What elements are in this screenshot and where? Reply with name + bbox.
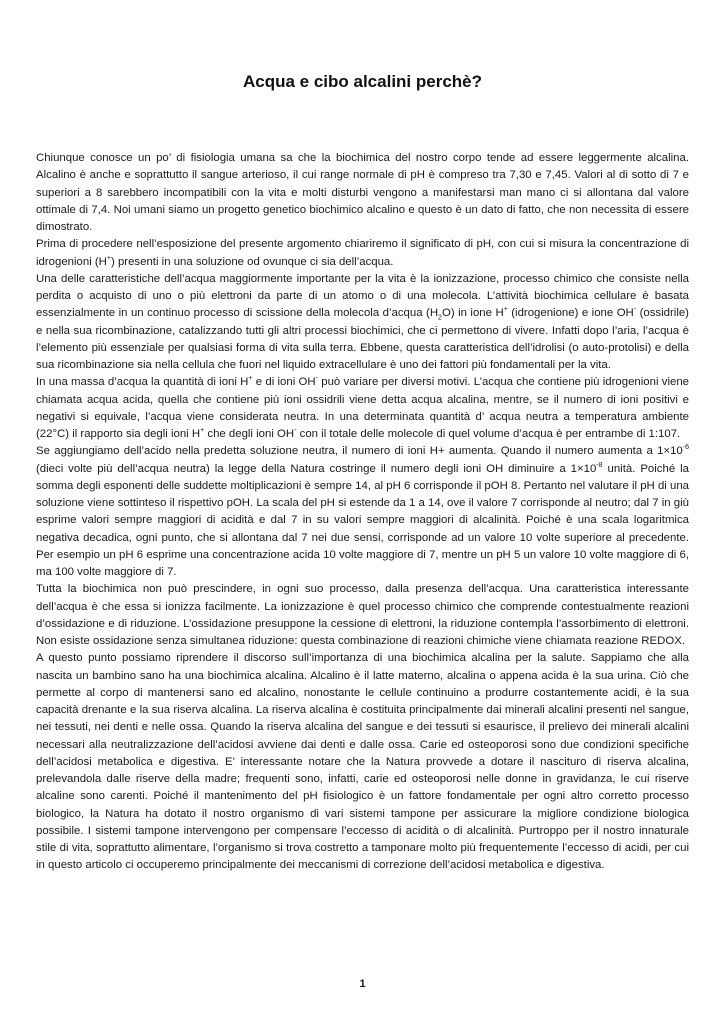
text-run: con il totale delle molecole di quel volume d’acqua è per entrambe di 1:107. xyxy=(296,428,681,440)
superscript: + xyxy=(248,375,253,383)
text-run: Se aggiungiamo dell’acido nella predetta soluzione neutra, il numero di ioni H+ aumenta. Quando il numero aumenta a 1×10 xyxy=(36,445,683,458)
superscript: - xyxy=(633,306,637,314)
superscript: - xyxy=(294,427,297,435)
text-run: (dieci volte più dell’acqua neutra) la legge della Natura costringe il numero degli ioni OH diminuire a 1×10 xyxy=(36,462,597,475)
subscript: 2 xyxy=(438,314,442,322)
superscript: - xyxy=(315,375,318,383)
superscript: + xyxy=(106,254,112,262)
paragraph xyxy=(36,581,689,650)
text-run: In una massa d’acqua la quantità di ioni H xyxy=(36,376,249,389)
page-number: 1 xyxy=(359,978,366,990)
text-run: O) in ione H xyxy=(441,307,504,320)
page-title: Acqua e cibo alcalini perchè? xyxy=(242,72,483,91)
text-run: e di ioni OH xyxy=(252,376,316,389)
superscript: + xyxy=(503,306,508,314)
text-run: Una delle caratteristiche dell’acqua maggiormente importante per la vita è la ionizzazione, processo chimico che consiste nella perdita o acquisto di uno o più elettroni da parte di un atomo o di una molecola. L’attività biochimica cellulare è basata essenzialmente in un continuo processo di scissione della molecola d’acqua (H xyxy=(36,272,689,320)
paragraph xyxy=(36,150,689,236)
article-body xyxy=(36,150,689,875)
superscript: + xyxy=(200,427,205,435)
paragraph xyxy=(36,374,689,443)
text-run: (ossidrile) e nella sua ricombinazione, catalizzando tutti gli altri processi biochimici, che ci permettono di vivere. Infatti dopo l’aria, l’acqua è l’elemento più essenziale per qualsiasi forma di vita sulla terra. Ebbene, questa caratteristica dell’idrolisi (o auto-protolisi) e della sua ricombinazione sia nella cellula che fuori nel liquido extracellulare è uno dei fattori più fondamentali per la vita. xyxy=(36,307,689,371)
paragraph xyxy=(36,236,689,271)
superscript: -6 xyxy=(682,444,689,452)
text-run: ) presenti in una soluzione od ovunque ci sia dell’acqua. xyxy=(111,255,394,268)
text-run: unità. Poiché la somma degli esponenti delle suddette moltiplicazioni è sempre 14, al pH 6 corrisponde il pOH 8. Pertanto nel valutare il pH di una soluzione viene sottinteso il rispettivo pOH. La scala del pH si estende da 1 a 14, ove il valore 7 corrisponde al neutro; dal 7 in giù esprime valori sempre maggiori di acidità e dal 7 in su valori sempre maggiori di alcalinità. Poiché è una scala logaritmica negativa decadica, ogni punto, che si allontana dal 7 nei due sensi, corrisponde ad un valore 10 volte superiore al precedente. Per esempio un pH 6 esprime una concentrazione acida 10 volte maggiore di 7, mentre un pH 5 un valore 10 volte maggiore di 6, ma 100 volte maggiore di 7. xyxy=(36,462,689,578)
text-run: Chiunque conosce un po’ di fisiologia umana sa che la biochimica del nostro corpo tende ad essere leggermente alcalina. Alcalino è anche e soprattutto il sangue arterioso, il cui range normale di pH è compreso tra 7,30 e 7,45. Valori al di sotto di 7 e superiori a 8 sarebbero incompatibili con la vita e molti disturbi vengono a manifestarsi man mano ci si allontana dal valore ottimale di 7,4. Noi umani siamo un progetto genetico biochimico alcalino e questo è un dato di fatto, che non necessita di essere dimostrato. xyxy=(36,152,689,233)
superscript: -8 xyxy=(596,461,603,469)
text-run: (idrogenione) e ione OH xyxy=(507,307,634,320)
text-run: può variare per diversi motivi. L’acqua che contiene più idrogenioni viene chiamata acqua acida, quella che contiene più ioni ossidrili viene detta acqua alcalina, mentre, se il numero di ioni positivi e negativi si equivale, l’acqua viene considerata neutra. In una determinata quantità d’ acqua neutra a temperatura ambiente (22°C) il rapporto sia degli ioni H xyxy=(36,376,689,440)
paragraph xyxy=(36,650,689,874)
paragraph xyxy=(36,271,689,375)
text-run: A questo punto possiamo riprendere il discorso sull’importanza di una biochimica alcalina per la salute. Sappiamo che alla nascita un bambino sano ha una biochimica alcalina. Alcalino è il latte materno, alcalina o appena acida è la sua urina. Ciò che permette al corpo di mantenersi sano ed alcalino, nonostante le cellule continuino a produrre costantemente acidi, è la sua capacità drenante e la sua riserva alcalina. La riserva alcalina è costituita principalmente dai minerali alcalini presenti nel sangue, nei tessuti, nei denti e nelle ossa. Quando la riserva alcalina del sangue e dei tessuti si esaurisce, il prelievo dei minerali alcalini necessari alla neutralizzazione dell’acidosi avviene dai denti e dalle ossa. Carie ed osteoporosi sono due condizioni specifiche dell’acidosi metabolica e digestiva. E’ interessante notare che la Natura provvede a dotare il nascituro di riserva alcalina, prelevandola dalle riserve della madre; frequenti sono, infatti, carie ed osteoporosi nelle donne in gravidanza, le cui riserve alcaline sono carenti. Poiché il mantenimento del pH fisiologico è un fattore fondamentale per ogni altro corretto processo biologico, la Natura ha dotato il nostro organismo di vari sistemi tampone per assicurare la migliore condizione biologica possibile. I sistemi tampone intervengono per compensare l’eccesso di acidità o di alcalinità. Purtroppo per il nostro innaturale stile di vita, soprattutto alimentare, l’organismo si trova costretto a tamponare molto più frequentemente l’eccesso di acidi, per cui in questo articolo ci occuperemo principalmente dei meccanismi di correzione dell’acidosi metabolica e digestiva. xyxy=(36,652,689,872)
paragraph xyxy=(36,443,689,581)
text-run: Tutta la biochimica non può prescindere, in ogni suo processo, dalla presenza dell’acqua. Una caratteristica interessante dell’acqua è che essa si ionizza facilmente. La ionizzazione è quel processo chimico che comprende contestualmente reazioni d’ossidazione e di riduzione. L’ossidazione presuppone la cessione di elettroni, la riduzione contempla l’assorbimento di elettroni. Non esiste ossidazione senza simultanea riduzione: questa combinazione di reazioni chimiche viene chiamata reazione REDOX. xyxy=(36,583,689,647)
text-run: che degli ioni OH xyxy=(204,428,295,440)
text-run: Prima di procedere nell’esposizione del presente argomento chiariremo il significato di pH, con cui si misura la concentrazione di idrogenioni (H xyxy=(36,238,689,268)
